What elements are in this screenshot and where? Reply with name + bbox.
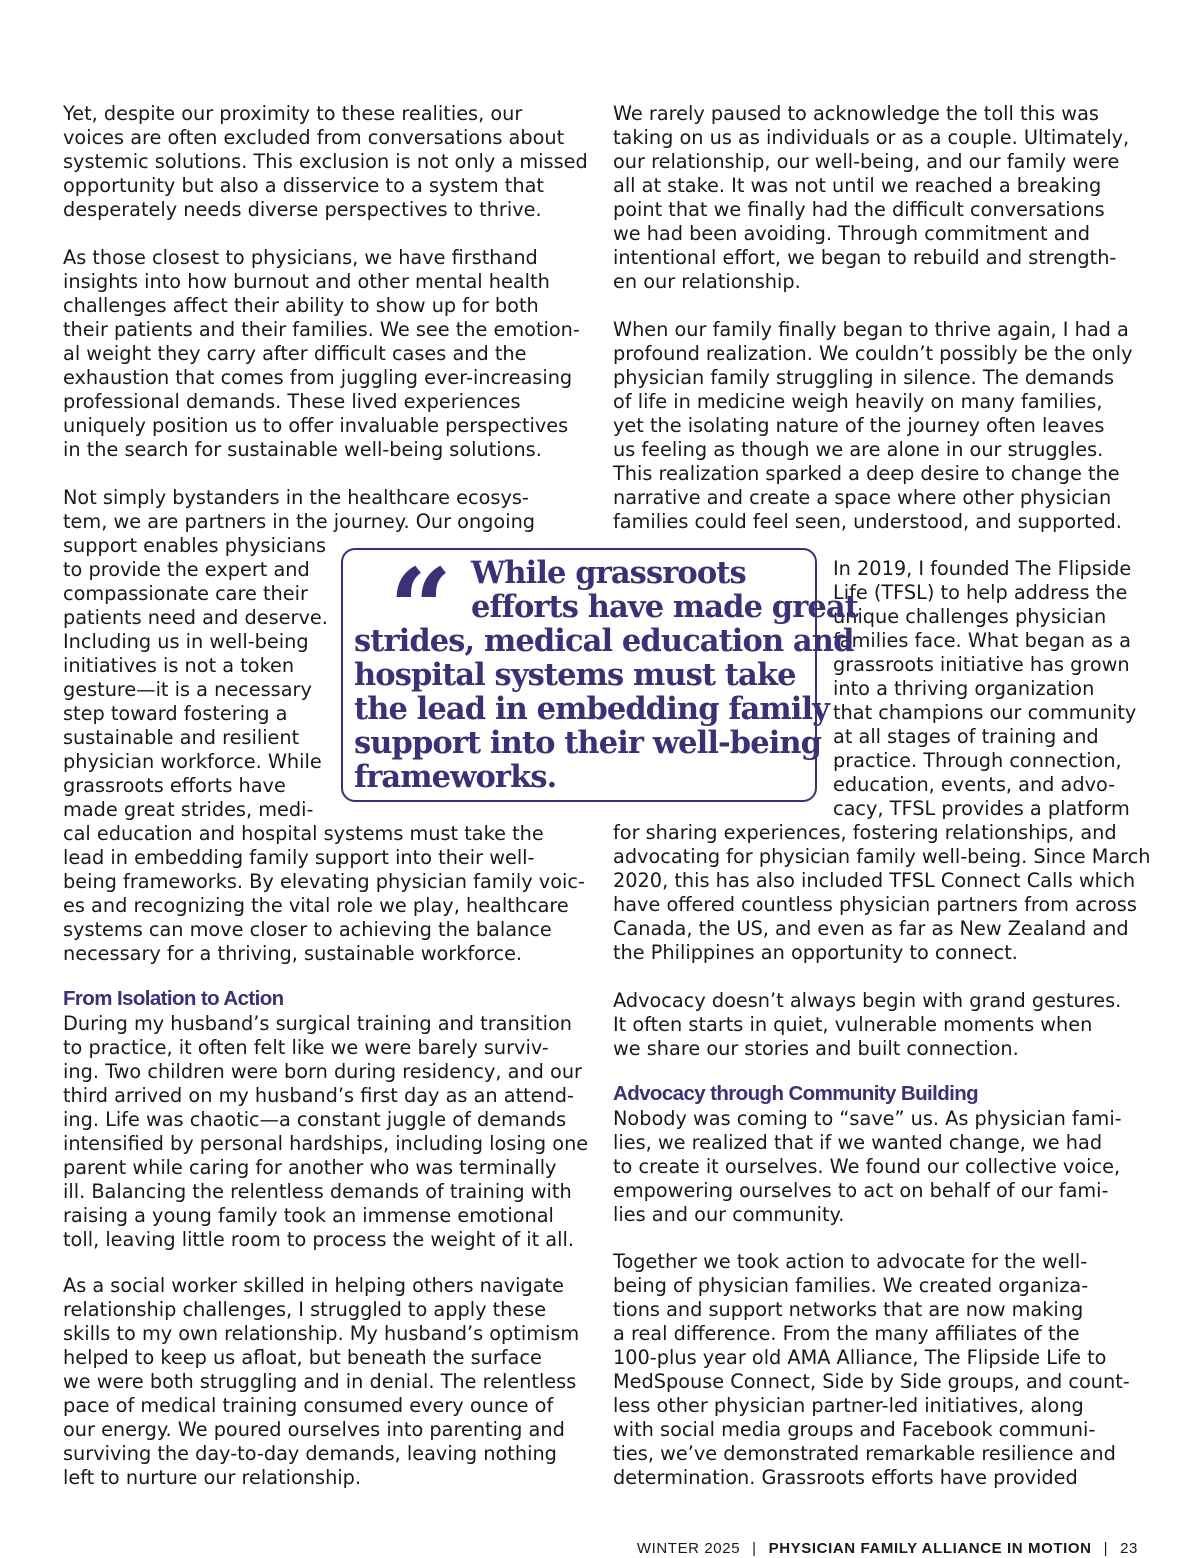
body-line: ill. Balancing the relentless demands of training with xyxy=(63,1180,572,1203)
body-line: that champions our community xyxy=(833,701,1137,724)
body-line: at all stages of training and xyxy=(833,725,1099,748)
body-line: have offered countless physician partners from across xyxy=(613,893,1137,916)
body-line: physician family struggling in silence. The demands xyxy=(613,366,1115,389)
body-line: left to nurture our relationship. xyxy=(63,1466,362,1489)
body-line: ing. Two children were born during residency, and our xyxy=(63,1060,582,1083)
body-line: We rarely paused to acknowledge the toll this was xyxy=(613,102,1099,125)
body-line: narrative and create a space where other physician xyxy=(613,486,1112,509)
body-line: As a social worker skilled in helping others navigate xyxy=(63,1274,564,1297)
body-line: taking on us as individuals or as a couple. Ultimately, xyxy=(613,126,1130,149)
body-line: of life in medicine weigh heavily on many families, xyxy=(613,390,1103,413)
body-line: This realization sparked a deep desire to change the xyxy=(613,462,1120,485)
body-line: helped to keep us afloat, but beneath the surface xyxy=(63,1346,542,1369)
body-line: point that we finally had the difficult conversations xyxy=(613,198,1105,221)
body-line: al weight they carry after difficult cases and the xyxy=(63,342,527,365)
body-line: being frameworks. By elevating physician family voic- xyxy=(63,870,585,893)
body-line: advocating for physician family well-being. Since March xyxy=(613,845,1151,868)
body-line: systems can move closer to achieving the balance xyxy=(63,918,552,941)
body-line: es and recognizing the vital role we play, healthcare xyxy=(63,894,569,917)
body-line: with social media groups and Facebook communi- xyxy=(613,1418,1096,1441)
body-line: profound realization. We couldn’t possibly be the only xyxy=(613,342,1133,365)
body-line: Yet, despite our proximity to these realities, our xyxy=(63,102,523,125)
body-line: third arrived on my husband’s first day as an attend- xyxy=(63,1084,574,1107)
body-line: surviving the day-to-day demands, leaving nothing xyxy=(63,1442,557,1465)
body-line: voices are often excluded from conversations about xyxy=(63,126,565,149)
pull-quote-line: frameworks. xyxy=(354,759,557,795)
body-line: desperately needs diverse perspectives to thrive. xyxy=(63,198,542,221)
body-line: gesture—it is a necessary xyxy=(63,678,312,701)
pull-quote-line: support into their well-being xyxy=(354,725,822,761)
body-line: Not simply bystanders in the healthcare ecosys- xyxy=(63,486,529,509)
body-line: skills to my own relationship. My husband’s optimism xyxy=(63,1322,580,1345)
body-line: It often starts in quiet, vulnerable moments when xyxy=(613,1013,1093,1036)
body-line: Including us in well-being xyxy=(63,630,309,653)
body-line: a real difference. From the many affiliates of the xyxy=(613,1322,1080,1345)
body-line: patients need and deserve. xyxy=(63,606,328,629)
body-line: support enables physicians xyxy=(63,534,326,557)
body-line: grassroots efforts have xyxy=(63,774,286,797)
body-line: determination. Grassroots efforts have provided xyxy=(613,1466,1078,1489)
body-line: lies, we realized that if we wanted change, we had xyxy=(613,1131,1103,1154)
body-line: When our family finally began to thrive again, I had a xyxy=(613,318,1129,341)
body-line: grassroots initiative has grown xyxy=(833,653,1130,676)
body-line: made great strides, medi- xyxy=(63,798,314,821)
body-line: pace of medical training consumed every ounce of xyxy=(63,1394,554,1417)
body-line: education, events, and advo- xyxy=(833,773,1116,796)
quote-mark-icon: “ xyxy=(389,544,445,673)
body-line: physician workforce. While xyxy=(63,750,322,773)
body-line: opportunity but also a disservice to a system that xyxy=(63,174,544,197)
body-line: all at stake. It was not until we reached a breaking xyxy=(613,174,1102,197)
body-line: unique challenges physician xyxy=(833,605,1107,628)
body-line: lies and our community. xyxy=(613,1203,845,1226)
body-line: initiatives is not a token xyxy=(63,654,295,677)
body-line: Advocacy doesn’t always begin with grand gestures. xyxy=(613,989,1122,1012)
body-line: to provide the expert and xyxy=(63,558,310,581)
body-line: 100-plus year old AMA Alliance, The Flipside Life to xyxy=(613,1346,1107,1369)
body-line: Canada, the US, and even as far as New Zealand and xyxy=(613,917,1129,940)
section-heading: Advocacy through Community Building xyxy=(613,1082,979,1105)
pull-quote-line: strides, medical education and xyxy=(354,623,854,659)
body-line: raising a young family took an immense emotional xyxy=(63,1204,554,1227)
section-heading: From Isolation to Action xyxy=(63,987,284,1010)
body-line: insights into how burnout and other mental health xyxy=(63,270,550,293)
body-line: sustainable and resilient xyxy=(63,726,300,749)
body-line: yet the isolating nature of the journey often leaves xyxy=(613,414,1105,437)
body-line: cacy, TFSL provides a platform xyxy=(833,797,1130,820)
body-line: intentional effort, we began to rebuild and strength- xyxy=(613,246,1117,269)
body-line: to create it ourselves. We found our collective voice, xyxy=(613,1155,1121,1178)
body-line: As those closest to physicians, we have firsthand xyxy=(63,246,538,269)
body-line: ties, we’ve demonstrated remarkable resilience and xyxy=(613,1442,1116,1465)
issue-label: WINTER 2025 xyxy=(636,1540,741,1557)
body-line: step toward fostering a xyxy=(63,702,288,725)
body-line: exhaustion that comes from juggling ever-increasing xyxy=(63,366,573,389)
body-line: to practice, it often felt like we were barely surviv- xyxy=(63,1036,549,1059)
body-line: we had been avoiding. Through commitment and xyxy=(613,222,1090,245)
pull-quote-line: hospital systems must take xyxy=(354,657,796,693)
body-line: MedSpouse Connect, Side by Side groups, and count- xyxy=(613,1370,1130,1393)
body-line: In 2019, I founded The Flipside xyxy=(833,557,1132,580)
body-line: for sharing experiences, fostering relationships, and xyxy=(613,821,1117,844)
footer-separator: | xyxy=(1103,1540,1109,1557)
pull-quote-line: While grassroots xyxy=(471,555,746,591)
publication-title: PHYSICIAN FAMILY ALLIANCE IN MOTION xyxy=(768,1540,1092,1557)
body-line: necessary for a thriving, sustainable workforce. xyxy=(63,942,523,965)
body-line: us feeling as though we are alone in our struggles. xyxy=(613,438,1104,461)
body-line: Life (TFSL) to help address the xyxy=(833,581,1128,604)
body-line: systemic solutions. This exclusion is not only a missed xyxy=(63,150,588,173)
body-line: our relationship, our well-being, and our family were xyxy=(613,150,1120,173)
body-line: families face. What began as a xyxy=(833,629,1131,652)
body-line: being of physician families. We created organiza- xyxy=(613,1274,1089,1297)
body-line: ing. Life was chaotic—a constant juggle of demands xyxy=(63,1108,567,1131)
body-line: relationship challenges, I struggled to apply these xyxy=(63,1298,547,1321)
body-line: their patients and their families. We see the emotion- xyxy=(63,318,580,341)
body-line: less other physician partner-led initiatives, along xyxy=(613,1394,1084,1417)
body-line: Together we took action to advocate for the well- xyxy=(613,1250,1088,1273)
body-line: toll, leaving little room to process the weight of it all. xyxy=(63,1228,574,1251)
body-line: we share our stories and built connection. xyxy=(613,1037,1019,1060)
pull-quote-box xyxy=(341,544,858,802)
body-line: 2020, this has also included TFSL Connect Calls which xyxy=(613,869,1136,892)
body-line: compassionate care their xyxy=(63,582,308,605)
body-line: tions and support networks that are now making xyxy=(613,1298,1084,1321)
body-line: lead in embedding family support into their well- xyxy=(63,846,535,869)
body-line: intensified by personal hardships, including losing one xyxy=(63,1132,589,1155)
page-footer xyxy=(637,1540,1138,1558)
footer-separator: | xyxy=(752,1540,757,1557)
body-line: we were both struggling and in denial. The relentless xyxy=(63,1370,577,1393)
page-number: 23 xyxy=(1120,1540,1138,1557)
body-line: empowering ourselves to act on behalf of our fami- xyxy=(613,1179,1109,1202)
body-line: in the search for sustainable well-being solutions. xyxy=(63,438,542,461)
pull-quote-line: efforts have made great xyxy=(471,589,858,625)
body-line: During my husband’s surgical training and transition xyxy=(63,1012,573,1035)
body-line: challenges affect their ability to show up for both xyxy=(63,294,539,317)
body-line: professional demands. These lived experiences xyxy=(63,390,521,413)
body-line: practice. Through connection, xyxy=(833,749,1122,772)
body-line: uniquely position us to offer invaluable perspectives xyxy=(63,414,569,437)
body-line: Nobody was coming to “save” us. As physician fami- xyxy=(613,1107,1122,1130)
body-line: parent while caring for another who was terminally xyxy=(63,1156,557,1179)
body-line: families could feel seen, understood, and supported. xyxy=(613,510,1122,533)
body-line: cal education and hospital systems must take the xyxy=(63,822,544,845)
body-line: en our relationship. xyxy=(613,270,801,293)
body-line: our energy. We poured ourselves into parenting and xyxy=(63,1418,565,1441)
pull-quote-line: the lead in embedding family xyxy=(354,691,829,727)
body-line: into a thriving organization xyxy=(833,677,1095,700)
body-line: the Philippines an opportunity to connect. xyxy=(613,941,1018,964)
body-line: tem, we are partners in the journey. Our ongoing xyxy=(63,510,536,533)
